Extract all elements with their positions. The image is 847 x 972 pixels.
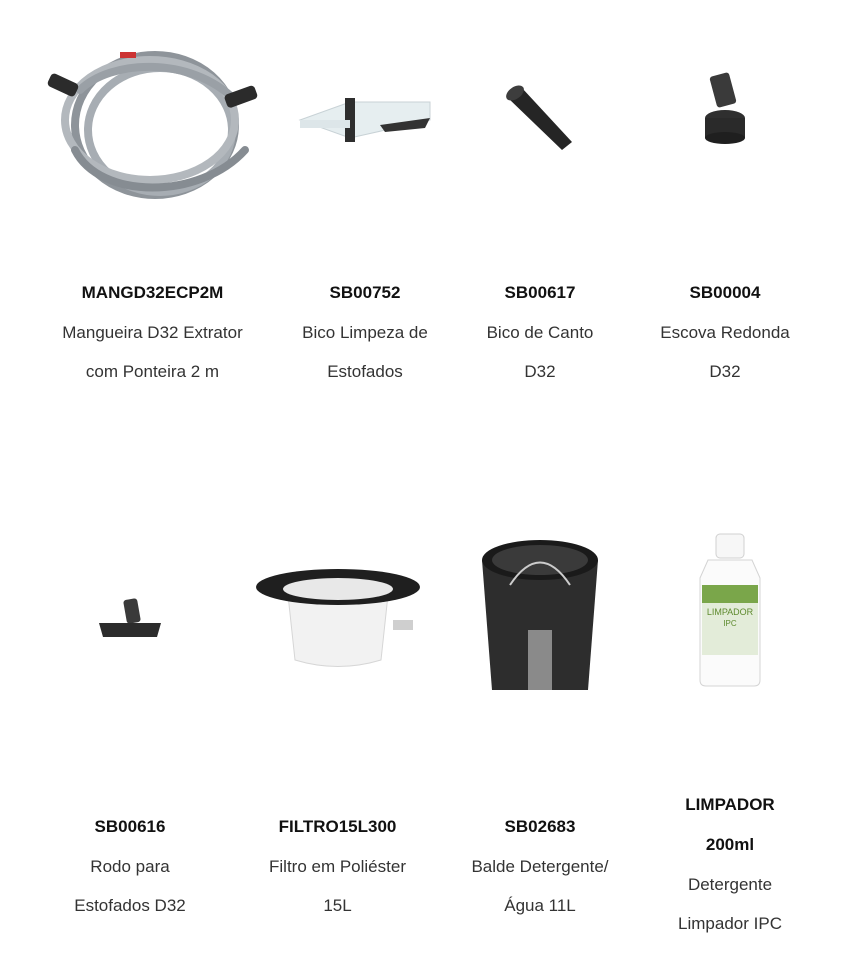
squeegee-image [40, 590, 220, 650]
product-description: Filtro em Poliéster 15L [269, 857, 406, 915]
product-code: SB00616 [94, 817, 166, 836]
product-code: LIMPADOR 200ml [685, 795, 775, 854]
product-card[interactable] [40, 500, 220, 940]
product-description: Detergente Limpador IPC [678, 875, 782, 933]
product-description: Rodo para Estofados D32 [74, 857, 186, 915]
bottle-image [650, 530, 810, 690]
product-description: Escova Redonda D32 [660, 323, 790, 381]
product-description: Bico Limpeza de Estofados [302, 323, 428, 381]
product-card[interactable] [460, 0, 620, 400]
product-description: Bico de Canto D32 [486, 323, 594, 381]
product-description: Mangueira D32 Extrator com Ponteira 2 m [62, 323, 243, 381]
product-card[interactable] [40, 0, 265, 400]
product-code: MANGD32ECP2M [81, 283, 224, 302]
filter-image [245, 565, 430, 675]
round-brush-image [645, 70, 805, 150]
product-code: SB02683 [504, 817, 576, 836]
product-card[interactable] [285, 0, 445, 400]
upholstery-nozzle-image [285, 70, 445, 170]
product-code: FILTRO15L300 [278, 817, 397, 836]
product-card[interactable] [650, 500, 810, 940]
product-description: Balde Detergente/ Água 11L [471, 857, 609, 915]
bucket-image [450, 530, 630, 700]
product-code: SB00004 [689, 283, 761, 302]
bottle-sub-text: IPC [723, 619, 737, 628]
product-code: SB00752 [329, 283, 401, 302]
crevice-nozzle-image [460, 80, 620, 160]
product-card[interactable] [450, 500, 630, 940]
product-card[interactable] [645, 0, 805, 400]
hose-image [40, 40, 265, 210]
product-card[interactable] [245, 500, 430, 940]
bottle-brand-text: LIMPADOR [706, 607, 754, 617]
product-code: SB00617 [504, 283, 576, 302]
